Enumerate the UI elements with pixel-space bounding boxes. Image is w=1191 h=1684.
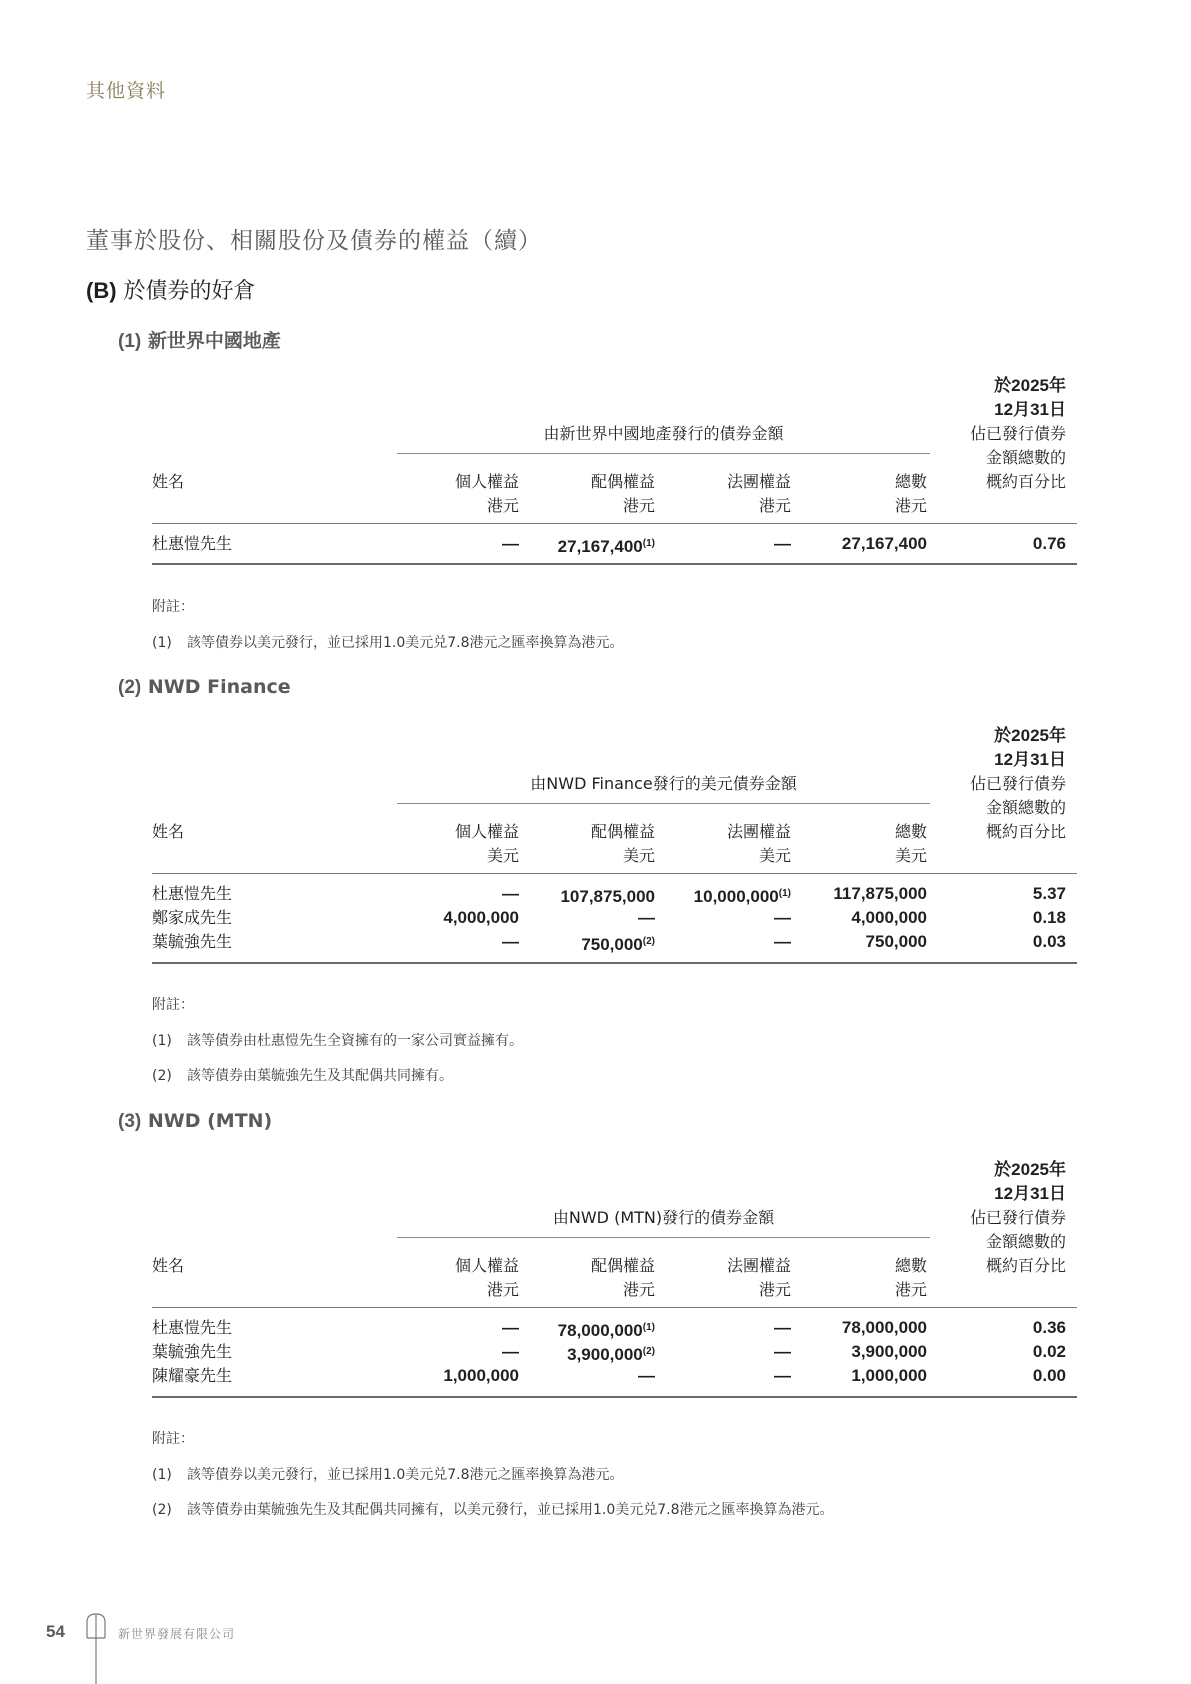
row-spouse [558, 1316, 655, 1343]
pct-date: 12月31日 [994, 750, 1066, 769]
row-pct: 0.18 [1032, 908, 1066, 927]
row-total: 1,000,000 [851, 1366, 927, 1385]
col-label: 總數 [894, 472, 927, 491]
table-1-number: (1) [118, 331, 142, 352]
header-rule [152, 523, 1077, 524]
notes-label: 附註： [152, 1431, 194, 1447]
table-1 [152, 372, 1077, 572]
col-header-name: 姓名 [152, 822, 185, 841]
pct-line-1: 佔已發行債券 [969, 774, 1066, 793]
col-header-total [895, 1254, 927, 1302]
page-header-title: 其他資料 [86, 80, 167, 102]
table-2 [152, 722, 1077, 972]
col-label: 個人權益 [454, 1256, 519, 1275]
subsection-tag: (B) [86, 278, 117, 303]
table-2-pct-header [970, 724, 1066, 844]
row-total: 27,167,400 [841, 534, 927, 553]
value: 750,000 [581, 935, 643, 954]
bottom-rule [152, 563, 1077, 565]
row-corporate: — [774, 932, 791, 951]
row-personal: 4,000,000 [443, 908, 519, 927]
note-number: (2) [152, 1502, 172, 1518]
col-unit: 美元 [758, 846, 791, 865]
row-personal: — [502, 1342, 519, 1361]
table-2-heading [118, 676, 291, 699]
col-unit: 港元 [622, 496, 655, 515]
company-logo-icon [84, 1612, 108, 1684]
row-corporate [694, 882, 791, 909]
value: 27,167,400 [557, 537, 643, 556]
row-total: 3,900,000 [851, 1342, 927, 1361]
col-label: 配偶權益 [590, 822, 655, 841]
pct-line-3: 概約百分比 [985, 472, 1066, 491]
subsection-label: 於債券的好倉 [123, 279, 256, 304]
footer-company-name: 新世界發展有限公司 [118, 1627, 236, 1641]
note-item [152, 1499, 834, 1519]
col-label: 法團權益 [726, 472, 791, 491]
col-header-personal [455, 1254, 519, 1302]
row-personal: — [502, 1318, 519, 1337]
table-3 [152, 1156, 1077, 1406]
col-label: 個人權益 [454, 472, 519, 491]
table-2-title: NWD Finance [147, 676, 291, 698]
table-3-group-header: 由NWD (MTN)發行的債券金額 [552, 1208, 775, 1227]
pct-line-3: 概約百分比 [985, 822, 1066, 841]
row-spouse [581, 930, 655, 957]
row-pct: 0.36 [1032, 1318, 1066, 1337]
col-unit: 港元 [894, 496, 927, 515]
col-header-spouse [591, 1254, 655, 1302]
row-corporate: — [774, 534, 791, 553]
col-header-spouse [591, 470, 655, 518]
col-header-corporate [727, 1254, 791, 1302]
col-unit: 港元 [486, 496, 519, 515]
row-personal: 1,000,000 [443, 1366, 519, 1385]
value: 78,000,000 [557, 1321, 643, 1340]
row-corporate: — [774, 1318, 791, 1337]
row-name: 葉毓強先生 [152, 932, 233, 951]
row-corporate: — [774, 1342, 791, 1361]
row-name: 杜惠愷先生 [152, 1318, 233, 1337]
page-number: 54 [46, 1622, 65, 1641]
col-unit: 美元 [486, 846, 519, 865]
pct-line-2: 金額總數的 [985, 1232, 1066, 1251]
row-spouse: — [638, 908, 655, 927]
col-label: 法團權益 [726, 1256, 791, 1275]
col-header-total [895, 820, 927, 868]
note-item [152, 632, 624, 652]
row-pct: 5.37 [1032, 884, 1066, 903]
group-rule [397, 453, 930, 454]
note-text: 該等債券以美元發行，並已採用1.0美元兑7.8港元之匯率換算為港元。 [187, 1467, 624, 1483]
table-2-number: (2) [118, 677, 142, 698]
footnote-marker: (2) [642, 1346, 655, 1357]
row-pct: 0.76 [1032, 534, 1066, 553]
table-1-title: 新世界中國地產 [147, 330, 281, 352]
note-item [152, 1030, 523, 1050]
col-label: 總數 [894, 822, 927, 841]
note-item [152, 1464, 624, 1484]
row-name: 陳耀豪先生 [152, 1366, 233, 1385]
col-unit: 港元 [486, 1280, 519, 1299]
row-name: 葉毓強先生 [152, 1342, 233, 1361]
table-3-heading [118, 1110, 272, 1133]
footnote-marker: (1) [642, 538, 655, 549]
pct-year: 於2025年 [994, 726, 1066, 745]
note-item [152, 1065, 453, 1085]
row-personal: — [502, 932, 519, 951]
group-rule [397, 803, 930, 804]
table-3-number: (3) [118, 1111, 142, 1132]
footnote-marker: (2) [642, 936, 655, 947]
note-number: (1) [152, 635, 172, 651]
row-name: 鄭家成先生 [152, 908, 233, 927]
footnote-marker: (1) [642, 1322, 655, 1333]
row-personal: — [502, 884, 519, 903]
row-total: 4,000,000 [851, 908, 927, 927]
value: 10,000,000 [693, 887, 779, 906]
bottom-rule [152, 1396, 1077, 1398]
col-unit: 港元 [758, 1280, 791, 1299]
note-number: (1) [152, 1033, 172, 1049]
row-pct: 0.00 [1032, 1366, 1066, 1385]
row-personal: — [502, 534, 519, 553]
row-name: 杜惠愷先生 [152, 884, 233, 903]
col-header-corporate [727, 820, 791, 868]
header-rule [152, 873, 1077, 874]
row-spouse [558, 532, 655, 559]
row-total: 117,875,000 [833, 884, 927, 903]
pct-line-3: 概約百分比 [985, 1256, 1066, 1275]
row-name: 杜惠愷先生 [152, 534, 233, 553]
subsection-title [86, 274, 256, 305]
table-3-pct-header [970, 1158, 1066, 1278]
col-header-spouse [591, 820, 655, 868]
col-header-personal [455, 820, 519, 868]
col-label: 總數 [894, 1256, 927, 1275]
col-unit: 港元 [894, 1280, 927, 1299]
section-title: 董事於股份、相關股份及債券的權益（續） [86, 228, 542, 254]
pct-year: 於2025年 [994, 376, 1066, 395]
note-number: (2) [152, 1068, 172, 1084]
bottom-rule [152, 962, 1077, 964]
header-rule [152, 1307, 1077, 1308]
row-corporate: — [774, 1366, 791, 1385]
note-text: 該等債券由葉毓強先生及其配偶共同擁有。 [187, 1068, 453, 1084]
col-label: 個人權益 [454, 822, 519, 841]
value: 107,875,000 [560, 887, 655, 906]
col-label: 配偶權益 [590, 1256, 655, 1275]
notes-label: 附註： [152, 599, 194, 615]
row-corporate: — [774, 908, 791, 927]
col-label: 配偶權益 [590, 472, 655, 491]
row-spouse: — [638, 1366, 655, 1385]
table-1-heading [118, 326, 281, 353]
col-header-corporate [727, 470, 791, 518]
col-unit: 美元 [622, 846, 655, 865]
table-1-group-header: 由新世界中國地產發行的債券金額 [543, 424, 784, 443]
footnote-marker: (1) [778, 888, 791, 899]
row-total: 750,000 [865, 932, 927, 951]
group-rule [397, 1237, 930, 1238]
notes-label: 附註： [152, 997, 194, 1013]
pct-line-1: 佔已發行債券 [969, 424, 1066, 443]
col-header-personal [455, 470, 519, 518]
note-text: 該等債券由葉毓強先生及其配偶共同擁有，以美元發行，並已採用1.0美元兑7.8港元之匯率換算為港元。 [187, 1502, 834, 1518]
row-total: 78,000,000 [841, 1318, 927, 1337]
pct-year: 於2025年 [994, 1160, 1066, 1179]
col-header-name: 姓名 [152, 472, 185, 491]
pct-line-2: 金額總數的 [985, 448, 1066, 467]
col-unit: 港元 [622, 1280, 655, 1299]
pct-line-1: 佔已發行債券 [969, 1208, 1066, 1227]
col-header-name: 姓名 [152, 1256, 185, 1275]
note-text: 該等債券以美元發行，並已採用1.0美元兑7.8港元之匯率換算為港元。 [187, 635, 624, 651]
table-2-group-header: 由NWD Finance發行的美元債券金額 [530, 774, 797, 793]
table-1-pct-header [970, 374, 1066, 494]
row-spouse [567, 1340, 655, 1367]
row-spouse [560, 882, 655, 909]
pct-line-2: 金額總數的 [985, 798, 1066, 817]
col-header-total [895, 470, 927, 518]
value: 3,900,000 [567, 1345, 643, 1364]
row-pct: 0.03 [1032, 932, 1066, 951]
col-label: 法團權益 [726, 822, 791, 841]
table-3-title: NWD (MTN) [147, 1110, 273, 1132]
note-number: (1) [152, 1467, 172, 1483]
col-unit: 港元 [758, 496, 791, 515]
col-unit: 美元 [894, 846, 927, 865]
row-pct: 0.02 [1032, 1342, 1066, 1361]
pct-date: 12月31日 [994, 1184, 1066, 1203]
note-text: 該等債券由杜惠愷先生全資擁有的一家公司實益擁有。 [187, 1033, 523, 1049]
pct-date: 12月31日 [994, 400, 1066, 419]
